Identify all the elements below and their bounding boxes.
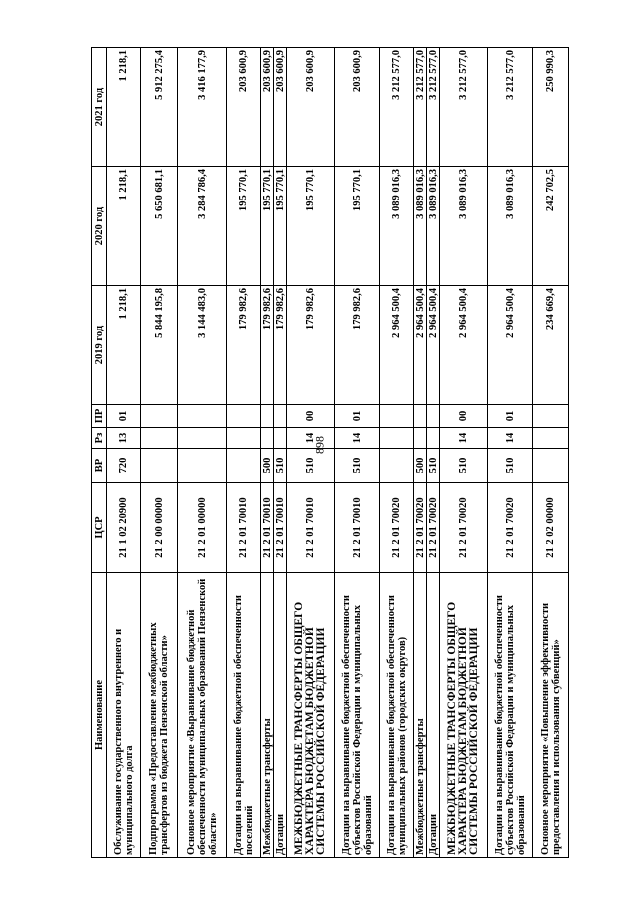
- row-2019: 2 964 500,4: [414, 286, 427, 405]
- row-pr: [533, 405, 569, 428]
- row-2020: 3 089 016,3: [380, 167, 414, 286]
- table-row: [414, 48, 427, 858]
- row-pr: 00: [440, 405, 488, 428]
- row-rz: [533, 428, 569, 449]
- row-2021: 203 600,9: [227, 48, 261, 167]
- row-2019: 234 669,4: [533, 286, 569, 405]
- row-vr: [533, 449, 569, 483]
- row-2021: 250 990,3: [533, 48, 569, 167]
- row-name: Дотации на выравнивание бюджетной обеспеченности муниципальных районов (городских округов): [380, 573, 414, 858]
- row-2019: 2 964 500,4: [488, 286, 533, 405]
- row-csr: 21 2 01 70010: [227, 483, 261, 573]
- row-vr: [178, 449, 227, 483]
- budget-table: [91, 47, 569, 858]
- row-2021: 3 212 577,0: [488, 48, 533, 167]
- row-2020: 3 089 016,3: [427, 167, 440, 286]
- row-rz: 14: [440, 428, 488, 449]
- row-vr: [227, 449, 261, 483]
- table-row: [440, 48, 488, 858]
- row-pr: [427, 405, 440, 428]
- row-2020: 195 770,1: [227, 167, 261, 286]
- row-2020: 5 650 681,1: [141, 167, 178, 286]
- row-rz: 13: [107, 428, 141, 449]
- page-number: 898: [312, 436, 327, 454]
- row-2020: 3 284 786,4: [178, 167, 227, 286]
- row-2020: 242 702,5: [533, 167, 569, 286]
- row-2021: 203 600,9: [335, 48, 380, 167]
- row-vr: 510: [440, 449, 488, 483]
- table-row: [227, 48, 261, 858]
- row-2020: 1 218,1: [107, 167, 141, 286]
- table-row: [488, 48, 533, 858]
- row-csr: 21 2 01 70020: [414, 483, 427, 573]
- row-vr: 510: [287, 449, 335, 483]
- row-vr: 510: [427, 449, 440, 483]
- header-csr: ЦСР: [92, 483, 107, 573]
- row-2021: 5 912 275,4: [141, 48, 178, 167]
- row-2020: 195 770,1: [287, 167, 335, 286]
- row-csr: 21 2 02 00000: [533, 483, 569, 573]
- row-csr: 21 2 01 70020: [440, 483, 488, 573]
- row-pr: [414, 405, 427, 428]
- rotated-table-container: [91, 48, 562, 858]
- row-2019: 179 982,6: [227, 286, 261, 405]
- row-vr: 500: [414, 449, 427, 483]
- row-name: Дотации на выравнивание бюджетной обеспеченности поселений: [227, 573, 261, 858]
- row-2020: 3 089 016,3: [488, 167, 533, 286]
- table-row: [287, 48, 335, 858]
- row-name: Межбюджетные трансферты: [414, 573, 427, 858]
- row-2020: 195 770,1: [274, 167, 287, 286]
- row-rz: 14: [335, 428, 380, 449]
- row-csr: 21 2 01 70020: [488, 483, 533, 573]
- row-name: МЕЖБЮДЖЕТНЫЕ ТРАНСФЕРТЫ ОБЩЕГО ХАРАКТЕРА БЮДЖЕТАМ БЮДЖЕТНОЙ СИСТЕМЫ РОССИЙСКОЙ ФЕДЕРАЦИИ: [440, 573, 488, 858]
- row-2019: 3 144 483,0: [178, 286, 227, 405]
- row-vr: 500: [261, 449, 274, 483]
- row-csr: 21 1 02 20900: [107, 483, 141, 573]
- row-rz: [178, 428, 227, 449]
- row-name: Обслуживание государственного внутреннего и муниципального долга: [107, 573, 141, 858]
- row-csr: 21 2 01 70010: [335, 483, 380, 573]
- table-row: [178, 48, 227, 858]
- header-vr: ВР: [92, 449, 107, 483]
- header-rz: Рз: [92, 428, 107, 449]
- row-2020: 3 089 016,3: [440, 167, 488, 286]
- row-2021: 3 416 177,9: [178, 48, 227, 167]
- row-name: Дотации: [274, 573, 287, 858]
- row-2019: 1 218,1: [107, 286, 141, 405]
- row-2019: 5 844 195,8: [141, 286, 178, 405]
- row-2019: 2 964 500,4: [440, 286, 488, 405]
- row-2019: 2 964 500,4: [427, 286, 440, 405]
- row-2021: 3 212 577,0: [427, 48, 440, 167]
- row-2020: 195 770,1: [335, 167, 380, 286]
- row-2021: 3 212 577,0: [440, 48, 488, 167]
- row-rz: [414, 428, 427, 449]
- row-name: Дотации: [427, 573, 440, 858]
- header-2019: 2019 год: [92, 286, 107, 405]
- table-row: [261, 48, 274, 858]
- row-rz: [274, 428, 287, 449]
- row-csr: 21 2 01 70010: [261, 483, 274, 573]
- row-2020: 195 770,1: [261, 167, 274, 286]
- table-row: [107, 48, 141, 858]
- row-2019: 179 982,6: [287, 286, 335, 405]
- row-pr: 01: [488, 405, 533, 428]
- row-pr: 01: [335, 405, 380, 428]
- row-vr: [380, 449, 414, 483]
- row-vr: 510: [274, 449, 287, 483]
- row-csr: 21 2 01 00000: [178, 483, 227, 573]
- table-row: [533, 48, 569, 858]
- row-vr: 720: [107, 449, 141, 483]
- row-vr: [141, 449, 178, 483]
- row-2021: 203 600,9: [274, 48, 287, 167]
- row-pr: [178, 405, 227, 428]
- row-rz: 14: [488, 428, 533, 449]
- table-row: [141, 48, 178, 858]
- table-header-row: [92, 48, 107, 858]
- row-csr: 21 2 00 00000: [141, 483, 178, 573]
- header-name: Наименование: [92, 573, 107, 858]
- row-pr: 01: [107, 405, 141, 428]
- table-row: [380, 48, 414, 858]
- row-csr: 21 2 01 70020: [380, 483, 414, 573]
- row-csr: 21 2 01 70010: [274, 483, 287, 573]
- row-2019: 179 982,6: [335, 286, 380, 405]
- row-2019: 2 964 500,4: [380, 286, 414, 405]
- row-name: Дотации на выравнивание бюджетной обеспеченности субъектов Российской Федерации и муниципальных образований: [335, 573, 380, 858]
- row-rz: [261, 428, 274, 449]
- row-2021: 203 600,9: [287, 48, 335, 167]
- header-pr: ПР: [92, 405, 107, 428]
- row-csr: 21 2 01 70020: [427, 483, 440, 573]
- row-pr: [141, 405, 178, 428]
- header-2020: 2020 год: [92, 167, 107, 286]
- header-2021: 2021 год: [92, 48, 107, 167]
- row-2021: 3 212 577,0: [414, 48, 427, 167]
- row-vr: 510: [488, 449, 533, 483]
- row-pr: [261, 405, 274, 428]
- row-2021: 1 218,1: [107, 48, 141, 167]
- row-pr: [380, 405, 414, 428]
- row-rz: [141, 428, 178, 449]
- row-2021: 203 600,9: [261, 48, 274, 167]
- row-rz: [427, 428, 440, 449]
- row-name: Межбюджетные трансферты: [261, 573, 274, 858]
- table-row: [335, 48, 380, 858]
- row-2021: 3 212 577,0: [380, 48, 414, 167]
- row-name: Дотации на выравнивание бюджетной обеспеченности субъектов Российской Федерации и муниципальных образований: [488, 573, 533, 858]
- row-rz: [380, 428, 414, 449]
- row-pr: [227, 405, 261, 428]
- row-2020: 3 089 016,3: [414, 167, 427, 286]
- row-name: МЕЖБЮДЖЕТНЫЕ ТРАНСФЕРТЫ ОБЩЕГО ХАРАКТЕРА БЮДЖЕТАМ БЮДЖЕТНОЙ СИСТЕМЫ РОССИЙСКОЙ ФЕДЕРАЦИИ: [287, 573, 335, 858]
- row-name: Подпрограмма «Предоставление межбюджетных трансфертов из бюджета Пензенской области»: [141, 573, 178, 858]
- row-pr: [274, 405, 287, 428]
- table-row: [274, 48, 287, 858]
- row-2019: 179 982,6: [274, 286, 287, 405]
- row-rz: [227, 428, 261, 449]
- row-rz: 14: [287, 428, 335, 449]
- row-name: Основное мероприятие «Повышение эффективности предоставления и использования субвенций»: [533, 573, 569, 858]
- row-2019: 179 982,6: [261, 286, 274, 405]
- row-pr: 00: [287, 405, 335, 428]
- row-name: Основное мероприятие «Выравнивание бюджетной обеспеченности муниципальных образований Пензенской области»: [178, 573, 227, 858]
- table-row: [427, 48, 440, 858]
- row-vr: 510: [335, 449, 380, 483]
- row-csr: 21 2 01 70010: [287, 483, 335, 573]
